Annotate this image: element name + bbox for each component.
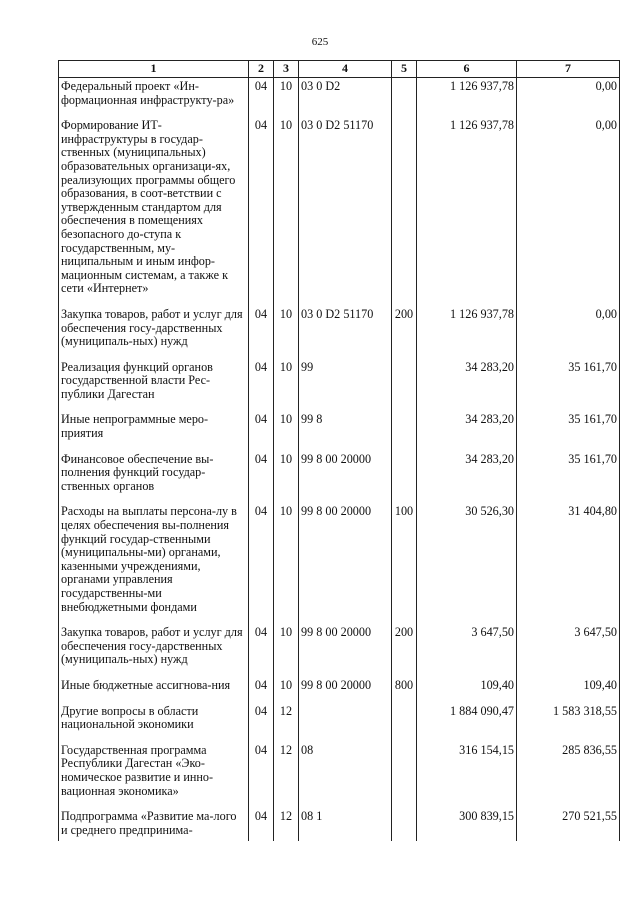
table-row bbox=[59, 119, 620, 308]
table-row bbox=[59, 705, 620, 744]
item-name-cell: Финансовое обеспечение вы-полнения функций государ-ственных органов bbox=[59, 453, 249, 506]
subsection-code-cell: 10 bbox=[274, 413, 299, 452]
budget-table bbox=[58, 60, 620, 841]
table-row bbox=[59, 505, 620, 626]
amount-next-year-cell: 285 836,55 bbox=[517, 744, 620, 810]
target-article-cell: 99 8 00 20000 bbox=[299, 505, 392, 626]
item-name-cell: Подпрограмма «Развитие ма-лого и среднего предпринима- bbox=[59, 810, 249, 841]
expense-type-cell bbox=[392, 744, 417, 810]
page-number: 625 bbox=[311, 36, 329, 48]
column-header: 2 bbox=[249, 61, 274, 78]
target-article-cell: 99 8 00 20000 bbox=[299, 679, 392, 705]
target-article-cell: 08 1 bbox=[299, 810, 392, 841]
expense-type-cell bbox=[392, 78, 417, 120]
item-name-cell: Закупка товаров, работ и услуг для обеспечения госу-дарственных (муниципаль-ных) нужд bbox=[59, 626, 249, 679]
subsection-code-cell: 12 bbox=[274, 810, 299, 841]
target-article-cell: 03 0 D2 51170 bbox=[299, 119, 392, 308]
section-code-cell: 04 bbox=[249, 505, 274, 626]
section-code-cell: 04 bbox=[249, 679, 274, 705]
subsection-code-cell: 10 bbox=[274, 679, 299, 705]
subsection-code-cell: 10 bbox=[274, 308, 299, 361]
amount-cell: 1 126 937,78 bbox=[417, 119, 517, 308]
subsection-code-cell: 10 bbox=[274, 626, 299, 679]
target-article-cell: 99 8 00 20000 bbox=[299, 453, 392, 506]
target-article-cell bbox=[299, 705, 392, 744]
amount-cell: 34 283,20 bbox=[417, 453, 517, 506]
amount-cell: 30 526,30 bbox=[417, 505, 517, 626]
amount-cell: 34 283,20 bbox=[417, 361, 517, 414]
expense-type-cell: 100 bbox=[392, 505, 417, 626]
section-code-cell: 04 bbox=[249, 413, 274, 452]
subsection-code-cell: 10 bbox=[274, 453, 299, 506]
table-row bbox=[59, 453, 620, 506]
expense-type-cell: 800 bbox=[392, 679, 417, 705]
subsection-code-cell: 10 bbox=[274, 361, 299, 414]
item-name-cell: Закупка товаров, работ и услуг для обеспечения госу-дарственных (муниципаль-ных) нужд bbox=[59, 308, 249, 361]
expense-type-cell bbox=[392, 453, 417, 506]
table-row bbox=[59, 361, 620, 414]
column-header: 1 bbox=[59, 61, 249, 78]
amount-next-year-cell: 31 404,80 bbox=[517, 505, 620, 626]
amount-cell: 300 839,15 bbox=[417, 810, 517, 841]
section-code-cell: 04 bbox=[249, 308, 274, 361]
subsection-code-cell: 10 bbox=[274, 78, 299, 120]
amount-cell: 109,40 bbox=[417, 679, 517, 705]
expense-type-cell: 200 bbox=[392, 308, 417, 361]
column-header: 3 bbox=[274, 61, 299, 78]
target-article-cell: 03 0 D2 bbox=[299, 78, 392, 120]
table-row bbox=[59, 308, 620, 361]
amount-next-year-cell: 109,40 bbox=[517, 679, 620, 705]
expense-type-cell: 200 bbox=[392, 626, 417, 679]
table-row bbox=[59, 810, 620, 841]
amount-next-year-cell: 1 583 318,55 bbox=[517, 705, 620, 744]
section-code-cell: 04 bbox=[249, 626, 274, 679]
column-header: 6 bbox=[417, 61, 517, 78]
amount-cell: 1 126 937,78 bbox=[417, 308, 517, 361]
section-code-cell: 04 bbox=[249, 119, 274, 308]
item-name-cell: Формирование ИТ-инфраструктуры в государ-ственных (муниципальных) образовательных организаци-ях, реализующих программы общего образования, в соот-ветствии с утвержденным стандартом для обеспечения в помещениях безопасного до-ступа к государственным, му-ниципальным и иным инфор-мационным системам, а также к сети «Интернет» bbox=[59, 119, 249, 308]
amount-next-year-cell: 35 161,70 bbox=[517, 453, 620, 506]
subsection-code-cell: 10 bbox=[274, 505, 299, 626]
target-article-cell: 08 bbox=[299, 744, 392, 810]
item-name-cell: Иные бюджетные ассигнова-ния bbox=[59, 679, 249, 705]
target-article-cell: 99 8 00 20000 bbox=[299, 626, 392, 679]
subsection-code-cell: 12 bbox=[274, 744, 299, 810]
section-code-cell: 04 bbox=[249, 810, 274, 841]
header-row bbox=[59, 61, 620, 78]
target-article-cell: 99 bbox=[299, 361, 392, 414]
expense-type-cell bbox=[392, 413, 417, 452]
section-code-cell: 04 bbox=[249, 453, 274, 506]
expense-type-cell bbox=[392, 810, 417, 841]
column-header: 4 bbox=[299, 61, 392, 78]
amount-cell: 1 126 937,78 bbox=[417, 78, 517, 120]
item-name-cell: Реализация функций органов государственной власти Рес-публики Дагестан bbox=[59, 361, 249, 414]
table-row bbox=[59, 626, 620, 679]
amount-next-year-cell: 0,00 bbox=[517, 78, 620, 120]
column-header: 5 bbox=[392, 61, 417, 78]
item-name-cell: Иные непрограммные меро-приятия bbox=[59, 413, 249, 452]
section-code-cell: 04 bbox=[249, 744, 274, 810]
amount-next-year-cell: 3 647,50 bbox=[517, 626, 620, 679]
expense-type-cell bbox=[392, 119, 417, 308]
expense-type-cell bbox=[392, 361, 417, 414]
table-row bbox=[59, 78, 620, 120]
amount-next-year-cell: 0,00 bbox=[517, 308, 620, 361]
expense-type-cell bbox=[392, 705, 417, 744]
section-code-cell: 04 bbox=[249, 361, 274, 414]
amount-next-year-cell: 35 161,70 bbox=[517, 361, 620, 414]
section-code-cell: 04 bbox=[249, 78, 274, 120]
amount-next-year-cell: 35 161,70 bbox=[517, 413, 620, 452]
table-body bbox=[59, 78, 620, 842]
item-name-cell: Расходы на выплаты персона-лу в целях обеспечения вы-полнения функций государ-ственными (муниципальны-ми) органами, казенными учреждениями, органами управления государственны-ми внебюджетными фондами bbox=[59, 505, 249, 626]
amount-cell: 1 884 090,47 bbox=[417, 705, 517, 744]
target-article-cell: 03 0 D2 51170 bbox=[299, 308, 392, 361]
column-header: 7 bbox=[517, 61, 620, 78]
section-code-cell: 04 bbox=[249, 705, 274, 744]
subsection-code-cell: 10 bbox=[274, 119, 299, 308]
amount-cell: 34 283,20 bbox=[417, 413, 517, 452]
amount-next-year-cell: 270 521,55 bbox=[517, 810, 620, 841]
subsection-code-cell: 12 bbox=[274, 705, 299, 744]
amount-cell: 3 647,50 bbox=[417, 626, 517, 679]
table-row bbox=[59, 679, 620, 705]
item-name-cell: Другие вопросы в области национальной экономики bbox=[59, 705, 249, 744]
item-name-cell: Федеральный проект «Ин-формационная инфраструкту-ра» bbox=[59, 78, 249, 120]
table-row bbox=[59, 413, 620, 452]
amount-next-year-cell: 0,00 bbox=[517, 119, 620, 308]
item-name-cell: Государственная программа Республики Дагестан «Эко-номическое развитие и инно-вационная экономика» bbox=[59, 744, 249, 810]
table-row bbox=[59, 744, 620, 810]
target-article-cell: 99 8 bbox=[299, 413, 392, 452]
amount-cell: 316 154,15 bbox=[417, 744, 517, 810]
